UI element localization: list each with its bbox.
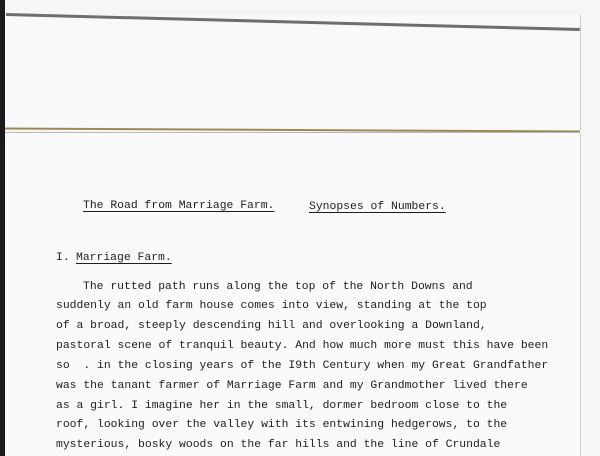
body-line: pastoral scene of tranquil beauty. And how much more must this have been (56, 340, 549, 352)
body-line: suddenly an old farm house comes into view, standing at the top (56, 300, 487, 312)
body-line: The rutted path runs along the top of the North Downs and (83, 281, 473, 293)
body-line: roof, looking over the valley with its entwining hedgerows, to the (56, 419, 508, 431)
body-line: mysterious, bosky woods on the far hills and the line of Crundale (56, 439, 501, 451)
document-title: The Road from Marriage Farm. (83, 200, 275, 212)
section-title: Marriage Farm. (76, 252, 172, 264)
body-line: of a broad, steeply descending hill and overlooking a Downland, (56, 320, 487, 332)
body-line: as a girl. I imagine her in the small, dormer bedroom close to the (56, 400, 508, 412)
folded-paper-flap (5, 15, 581, 130)
section-number: I. (56, 252, 70, 264)
body-line: so . in the closing years of the I9th Century when my Great Grandfather (56, 360, 549, 372)
body-line: was the tanant farmer of Marriage Farm and my Grandmother lived there (56, 380, 528, 392)
document-subtitle: Synopses of Numbers. (309, 201, 446, 213)
